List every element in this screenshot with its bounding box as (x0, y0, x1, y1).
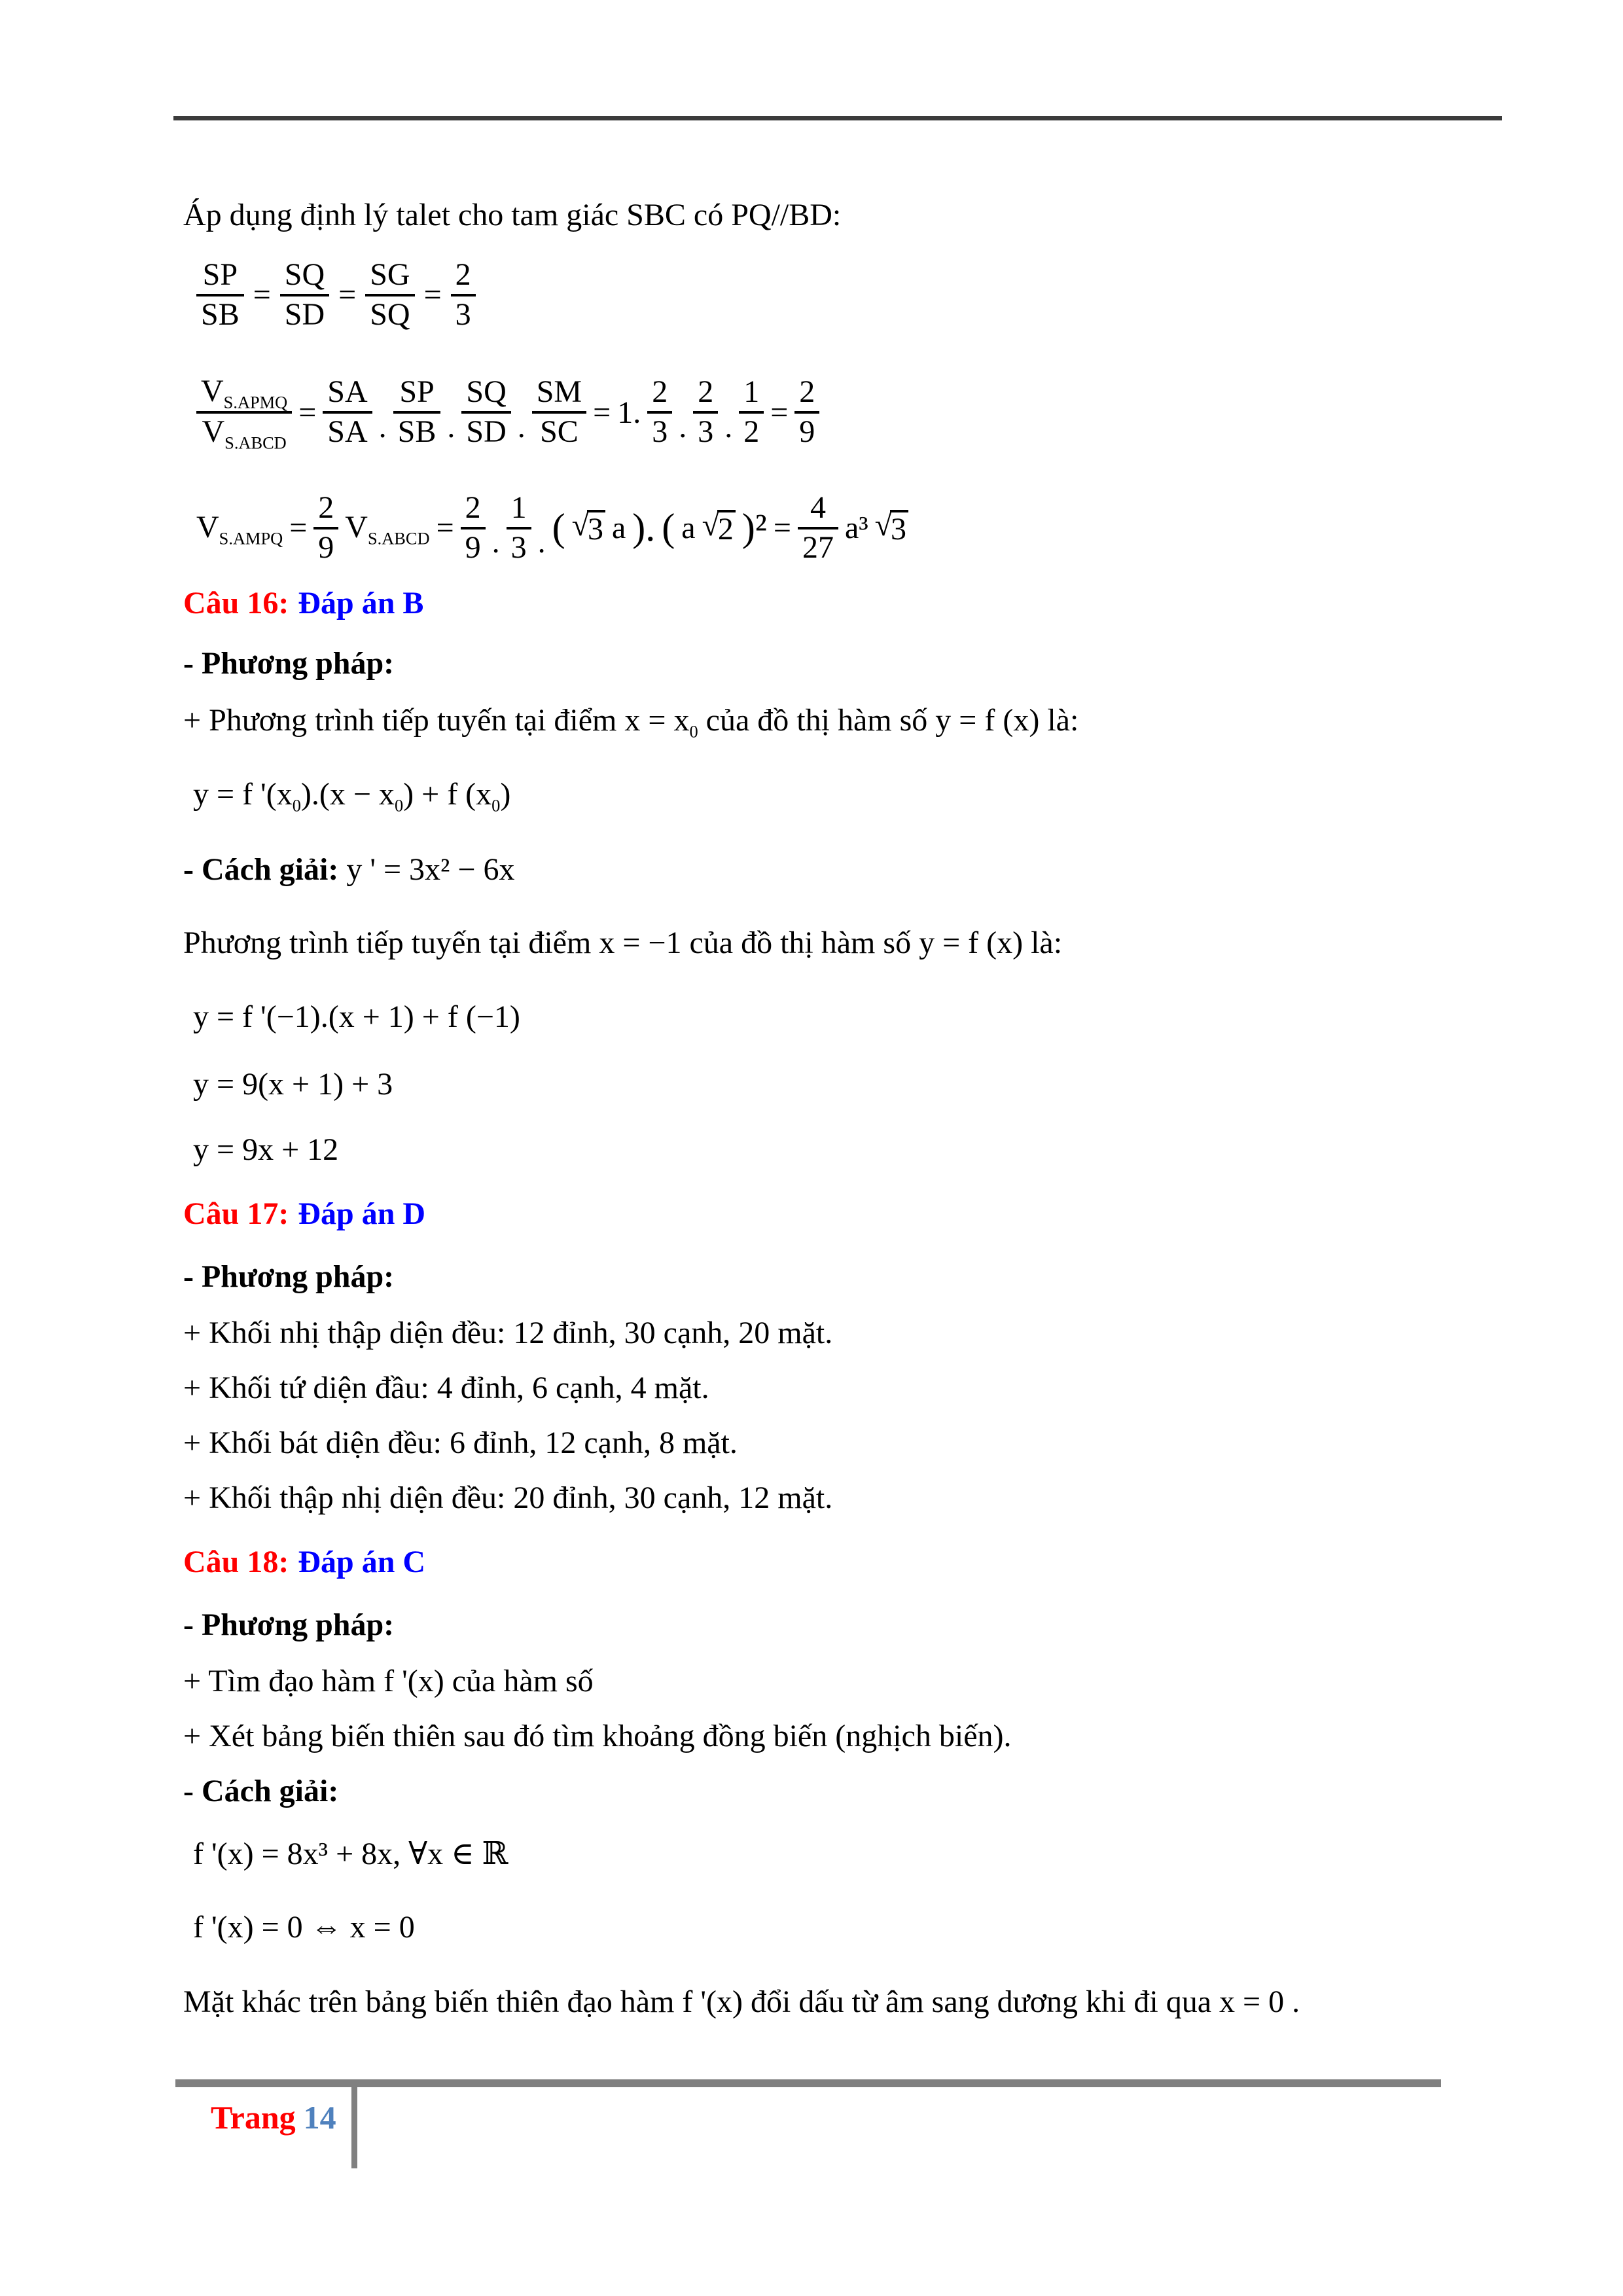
equation-simplified-1: y = 9(x + 1) + 3 (193, 1067, 393, 1102)
volume-symbol: $V_{S.AMPQ}$ (196, 509, 283, 548)
fraction: $\frac{2}{9}$ (461, 490, 486, 566)
answer-label: Đáp án C (298, 1545, 426, 1579)
variable-a: a (681, 511, 696, 546)
find-derivative-text: + Tìm đạo hàm f '(x) của hàm số (183, 1664, 594, 1698)
a-cubed: a³ (844, 511, 868, 546)
coefficient: 1. (617, 395, 641, 430)
square-root: √ 3 (572, 510, 605, 546)
subscript: S.ABCD (224, 433, 287, 453)
solution-label: - Cách giải: (183, 852, 347, 887)
footer-rule (175, 2079, 1441, 2087)
polyhedron-fact: + Khối thập nhị diện đều: 20 đỉnh, 30 cạnh, 12 mặt. (183, 1480, 833, 1515)
equals-sign: = (253, 278, 271, 313)
solution-heading-18: - Cách giải: (183, 1774, 339, 1808)
footer-divider (351, 2079, 357, 2168)
equation-volume-result (196, 490, 908, 566)
answer-label: Đáp án D (298, 1196, 426, 1231)
fraction: $\frac{SQ}{SD}$ (461, 374, 510, 450)
tangent-intro-text-2: Phương trình tiếp tuyến tại điểm x = −1 của đồ thị hàm số y = f (x) là: (183, 925, 1063, 960)
multiplication-dot: . (491, 525, 500, 560)
fraction: $\frac{SP}{SB}$ (393, 374, 441, 450)
equals-sign: = (338, 278, 357, 313)
method-heading: - Phương pháp: (183, 1259, 395, 1294)
derivative-equation: y ' = 3x² − 6x (346, 852, 515, 887)
question-label: Câu 18: (183, 1545, 289, 1579)
solution-heading-16 (183, 851, 515, 889)
method-heading: - Phương pháp: (183, 646, 395, 681)
equation-simplified-2: y = 9x + 12 (193, 1132, 339, 1167)
equation-volume-ratio (196, 373, 819, 452)
open-paren: ( (552, 506, 565, 550)
square-root: √ 3 (875, 510, 908, 546)
equation-derivative: f '(x) = 8x³ + 8x, ∀x ∈ ℝ (193, 1837, 508, 1871)
math-x0: $x = x_0$ (624, 703, 698, 742)
subscript: 0 (491, 795, 501, 816)
answer-label: Đáp án B (298, 586, 424, 620)
polyhedron-fact: + Khối tứ diện đầu: 4 đỉnh, 6 cạnh, 4 mặt. (183, 1371, 709, 1405)
question-label: Câu 16: (183, 586, 289, 620)
multiplication-dot: . (447, 409, 455, 444)
multiplication-dot: . (378, 409, 387, 444)
volume-symbol: $V_{S.ABCD}$ (345, 509, 430, 548)
subscript: S.AMPQ (219, 528, 283, 548)
multiplication-dot: . (537, 525, 546, 560)
subscript: 0 (292, 795, 301, 816)
equals-sign: = (423, 278, 442, 313)
tangent-intro-text: + Phương trình tiếp tuyến tại điểm $x = x_0$ của đồ thị hàm số y = f (x) là: (183, 703, 1079, 742)
fraction: $\frac{2}{9}$ (794, 374, 819, 450)
variable-a: a (611, 511, 626, 546)
equals-sign: = (289, 511, 308, 546)
subscript: S.ABCD (367, 528, 430, 548)
page-label: Trang (211, 2099, 296, 2136)
equals-sign: = (298, 395, 317, 430)
fraction: $\frac{SG}{SQ}$ (365, 257, 414, 333)
polyhedron-fact: + Khối nhị thập diện đều: 12 đỉnh, 30 cạnh, 20 mặt. (183, 1316, 833, 1350)
subscript: 0 (689, 721, 698, 742)
equation-tangent-at-minus1: y = f '(−1).(x + 1) + f (−1) (193, 999, 520, 1034)
fraction: $\frac{SQ}{SD}$ (280, 257, 329, 333)
fraction: $\frac{SP}{SB}$ (196, 257, 244, 333)
question-17-heading (183, 1195, 425, 1233)
fraction: $\frac{2}{3}$ (693, 374, 718, 450)
multiplication-dot: . (679, 409, 687, 444)
fraction: $\frac{4}{27}$ (798, 490, 838, 566)
square-root: √ 2 (702, 510, 736, 546)
close-paren: ). (632, 506, 656, 550)
header-rule (173, 116, 1502, 120)
equation-tangent-general: y = f '$(x_0).(x - x_0) + f$ $(x_0)$ (193, 777, 511, 816)
close-paren-squared: )² (741, 506, 767, 550)
equals-sign: = (773, 511, 791, 546)
fraction: $\frac{2}{3}$ (647, 374, 672, 450)
variation-table-text: + Xét bảng biến thiên sau đó tìm khoảng đồng biến (nghịch biến). (183, 1719, 1012, 1753)
math-y-fx: y = f (x) (935, 703, 1040, 738)
multiplication-dot: . (724, 409, 733, 444)
equation-derivative-zero: f '(x) = 0 ⇔ x = 0 (193, 1910, 415, 1945)
fraction: $\frac{SM}{SC}$ (532, 374, 586, 450)
closing-text: Mặt khác trên bảng biến thiên đạo hàm f '(x) đổi dấu từ âm sang dương khi đi qua x = 0 . (183, 1984, 1300, 2019)
equals-sign: = (593, 395, 611, 430)
equation-talet (196, 257, 476, 333)
fraction: $\frac{1}{2}$ (739, 374, 764, 450)
fraction: $\frac{V_{S.APMQ}}{V_{S.ABCD}}$ (196, 373, 292, 452)
equals-sign: = (770, 395, 789, 430)
question-label: Câu 17: (183, 1196, 289, 1231)
fraction: $\frac{2}{3}$ (451, 257, 476, 333)
page-number-value: 14 (303, 2099, 336, 2136)
fraction: $\frac{2}{9}$ (313, 490, 338, 566)
question-16-heading (183, 584, 423, 622)
method-heading: - Phương pháp: (183, 1607, 395, 1642)
open-paren: ( (662, 506, 675, 550)
fraction: $\frac{1}{3}$ (507, 490, 531, 566)
polyhedron-fact: + Khối bát diện đều: 6 đỉnh, 12 cạnh, 8 mặt. (183, 1426, 738, 1460)
page-number (211, 2098, 336, 2136)
subscript: 0 (394, 795, 404, 816)
equals-sign: = (436, 511, 454, 546)
fraction: $\frac{SA}{SA}$ (323, 374, 372, 450)
subscript: S.APMQ (223, 392, 288, 412)
intro-text: Áp dụng định lý talet cho tam giác SBC có PQ//BD: (183, 198, 842, 232)
question-18-heading (183, 1543, 425, 1581)
multiplication-dot: . (517, 409, 526, 444)
